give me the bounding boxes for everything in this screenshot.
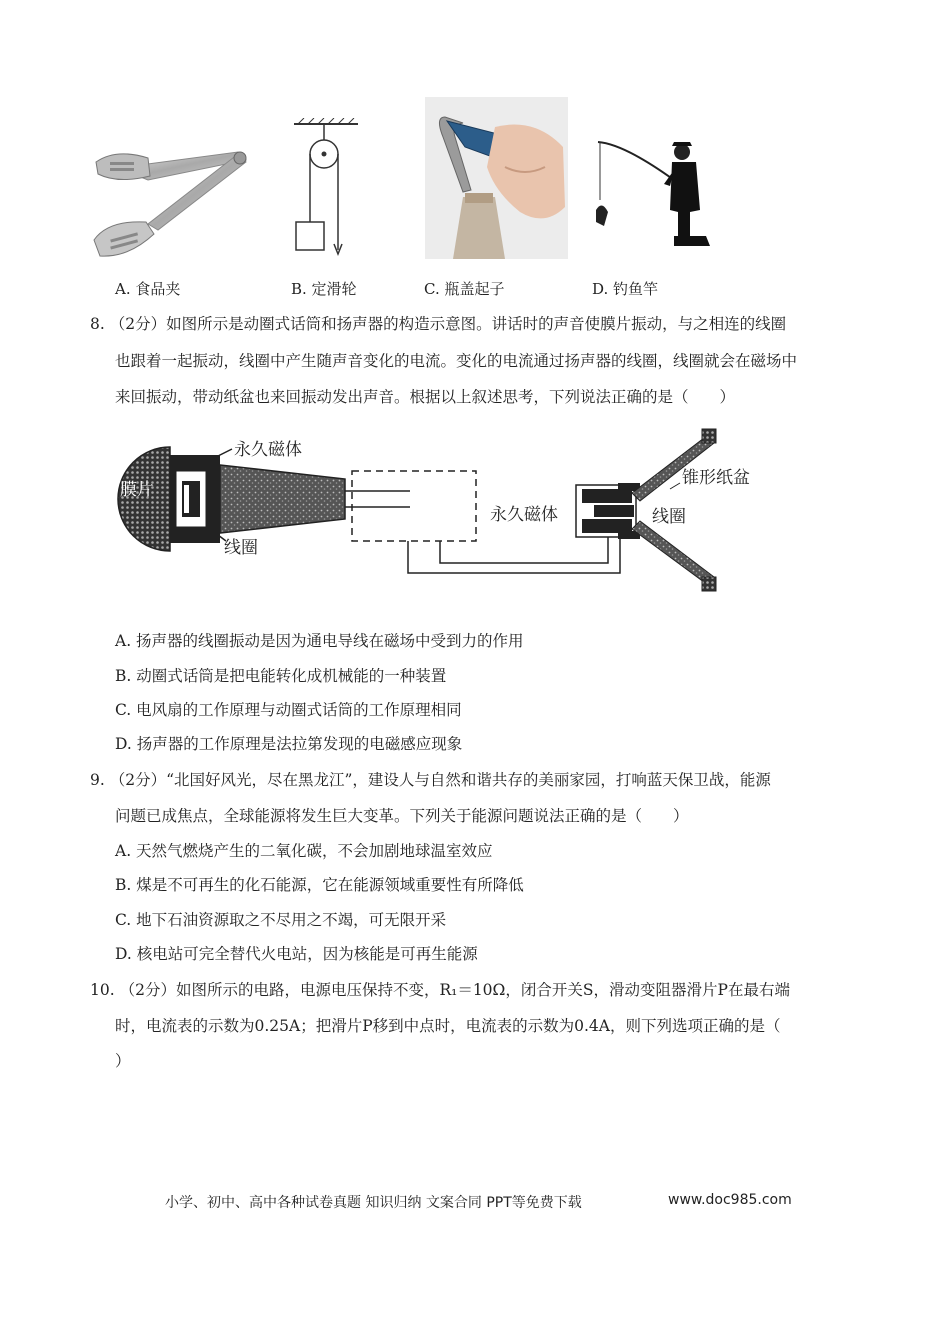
q9-option-a: A. 天然气燃烧产生的二氧化碳，不会加剧地球温室效应 xyxy=(115,842,493,860)
fishing-rod-figure xyxy=(594,140,724,252)
q8-option-a: A. 扬声器的线圈振动是因为通电导线在磁场中受到力的作用 xyxy=(115,632,524,650)
option-d-fishing-rod: D. 钓鱼竿 xyxy=(592,280,659,298)
bottle-opener-photo xyxy=(425,97,568,259)
q8-option-b: B. 动圈式话筒是把电能转化成机械能的一种装置 xyxy=(115,667,447,685)
footer-url[interactable]: www.doc985.com xyxy=(668,1192,792,1208)
label-mic-coil: 线圈 xyxy=(224,538,258,558)
footer-text: 小学、初中、高中各种试卷真题 知识归纳 文案合同 PPT等免费下载 xyxy=(165,1195,582,1211)
label-mic-permanent-magnet: 永久磁体 xyxy=(234,440,302,460)
option-b-fixed-pulley: B. 定滑轮 xyxy=(291,280,357,298)
label-speaker-coil: 线圈 xyxy=(652,507,686,527)
option-c-bottle-opener: C. 瓶盖起子 xyxy=(424,280,505,298)
q10-stem-line1: 10. （2分）如图所示的电路，电源电压保持不变，R₁＝10Ω，闭合开关S，滑动变阻器滑片P在最右端 xyxy=(90,981,790,999)
q9-option-c: C. 地下石油资源取之不尽用之不竭，可无限开采 xyxy=(115,911,447,929)
label-cone: 锥形纸盆 xyxy=(682,468,750,488)
q9-option-b: B. 煤是不可再生的化石能源，它在能源领域重要性有所降低 xyxy=(115,876,524,894)
option-a-food-tongs: A. 食品夹 xyxy=(115,280,181,298)
q9-stem-line2: 问题已成焦点，全球能源将发生巨大变革。下列关于能源问题说法正确的是（ ） xyxy=(115,807,689,825)
q8-option-c: C. 电风扇的工作原理与动圈式话筒的工作原理相同 xyxy=(115,701,462,719)
q8-option-d: D. 扬声器的工作原理是法拉第发现的电磁感应现象 xyxy=(115,735,463,753)
q8-stem-line3: 来回振动，带动纸盆也来回振动发出声音。根据以上叙述思考，下列说法正确的是（ ） xyxy=(115,388,736,406)
q8-stem-line1: 8. （2分）如图所示是动圈式话筒和扬声器的构造示意图。讲话时的声音使膜片振动，与之相连的线圈 xyxy=(90,315,787,333)
q9-option-d: D. 核电站可完全替代火电站，因为核能是可再生能源 xyxy=(115,945,478,963)
food-tongs-image xyxy=(88,140,253,265)
microphone-speaker-diagram xyxy=(110,425,760,605)
q9-stem-line1: 9. （2分）“北国好风光，尽在黑龙江”，建设人与自然和谐共存的美丽家园，打响蓝天保卫战，能源 xyxy=(90,771,771,789)
label-diaphragm: 膜片 xyxy=(120,480,154,500)
q10-stem-line3: ） xyxy=(115,1052,131,1070)
label-speaker-permanent-magnet: 永久磁体 xyxy=(490,505,558,525)
q8-stem-line2: 也跟着一起振动，线圈中产生随声音变化的电流。变化的电流通过扬声器的线圈，线圈就会在磁场中 xyxy=(115,352,798,370)
fixed-pulley-diagram xyxy=(288,118,368,263)
q10-stem-line2: 时，电流表的示数为0.25A；把滑片P移到中点时，电流表的示数为0.4A，则下列选项正确的是（ xyxy=(115,1017,781,1035)
